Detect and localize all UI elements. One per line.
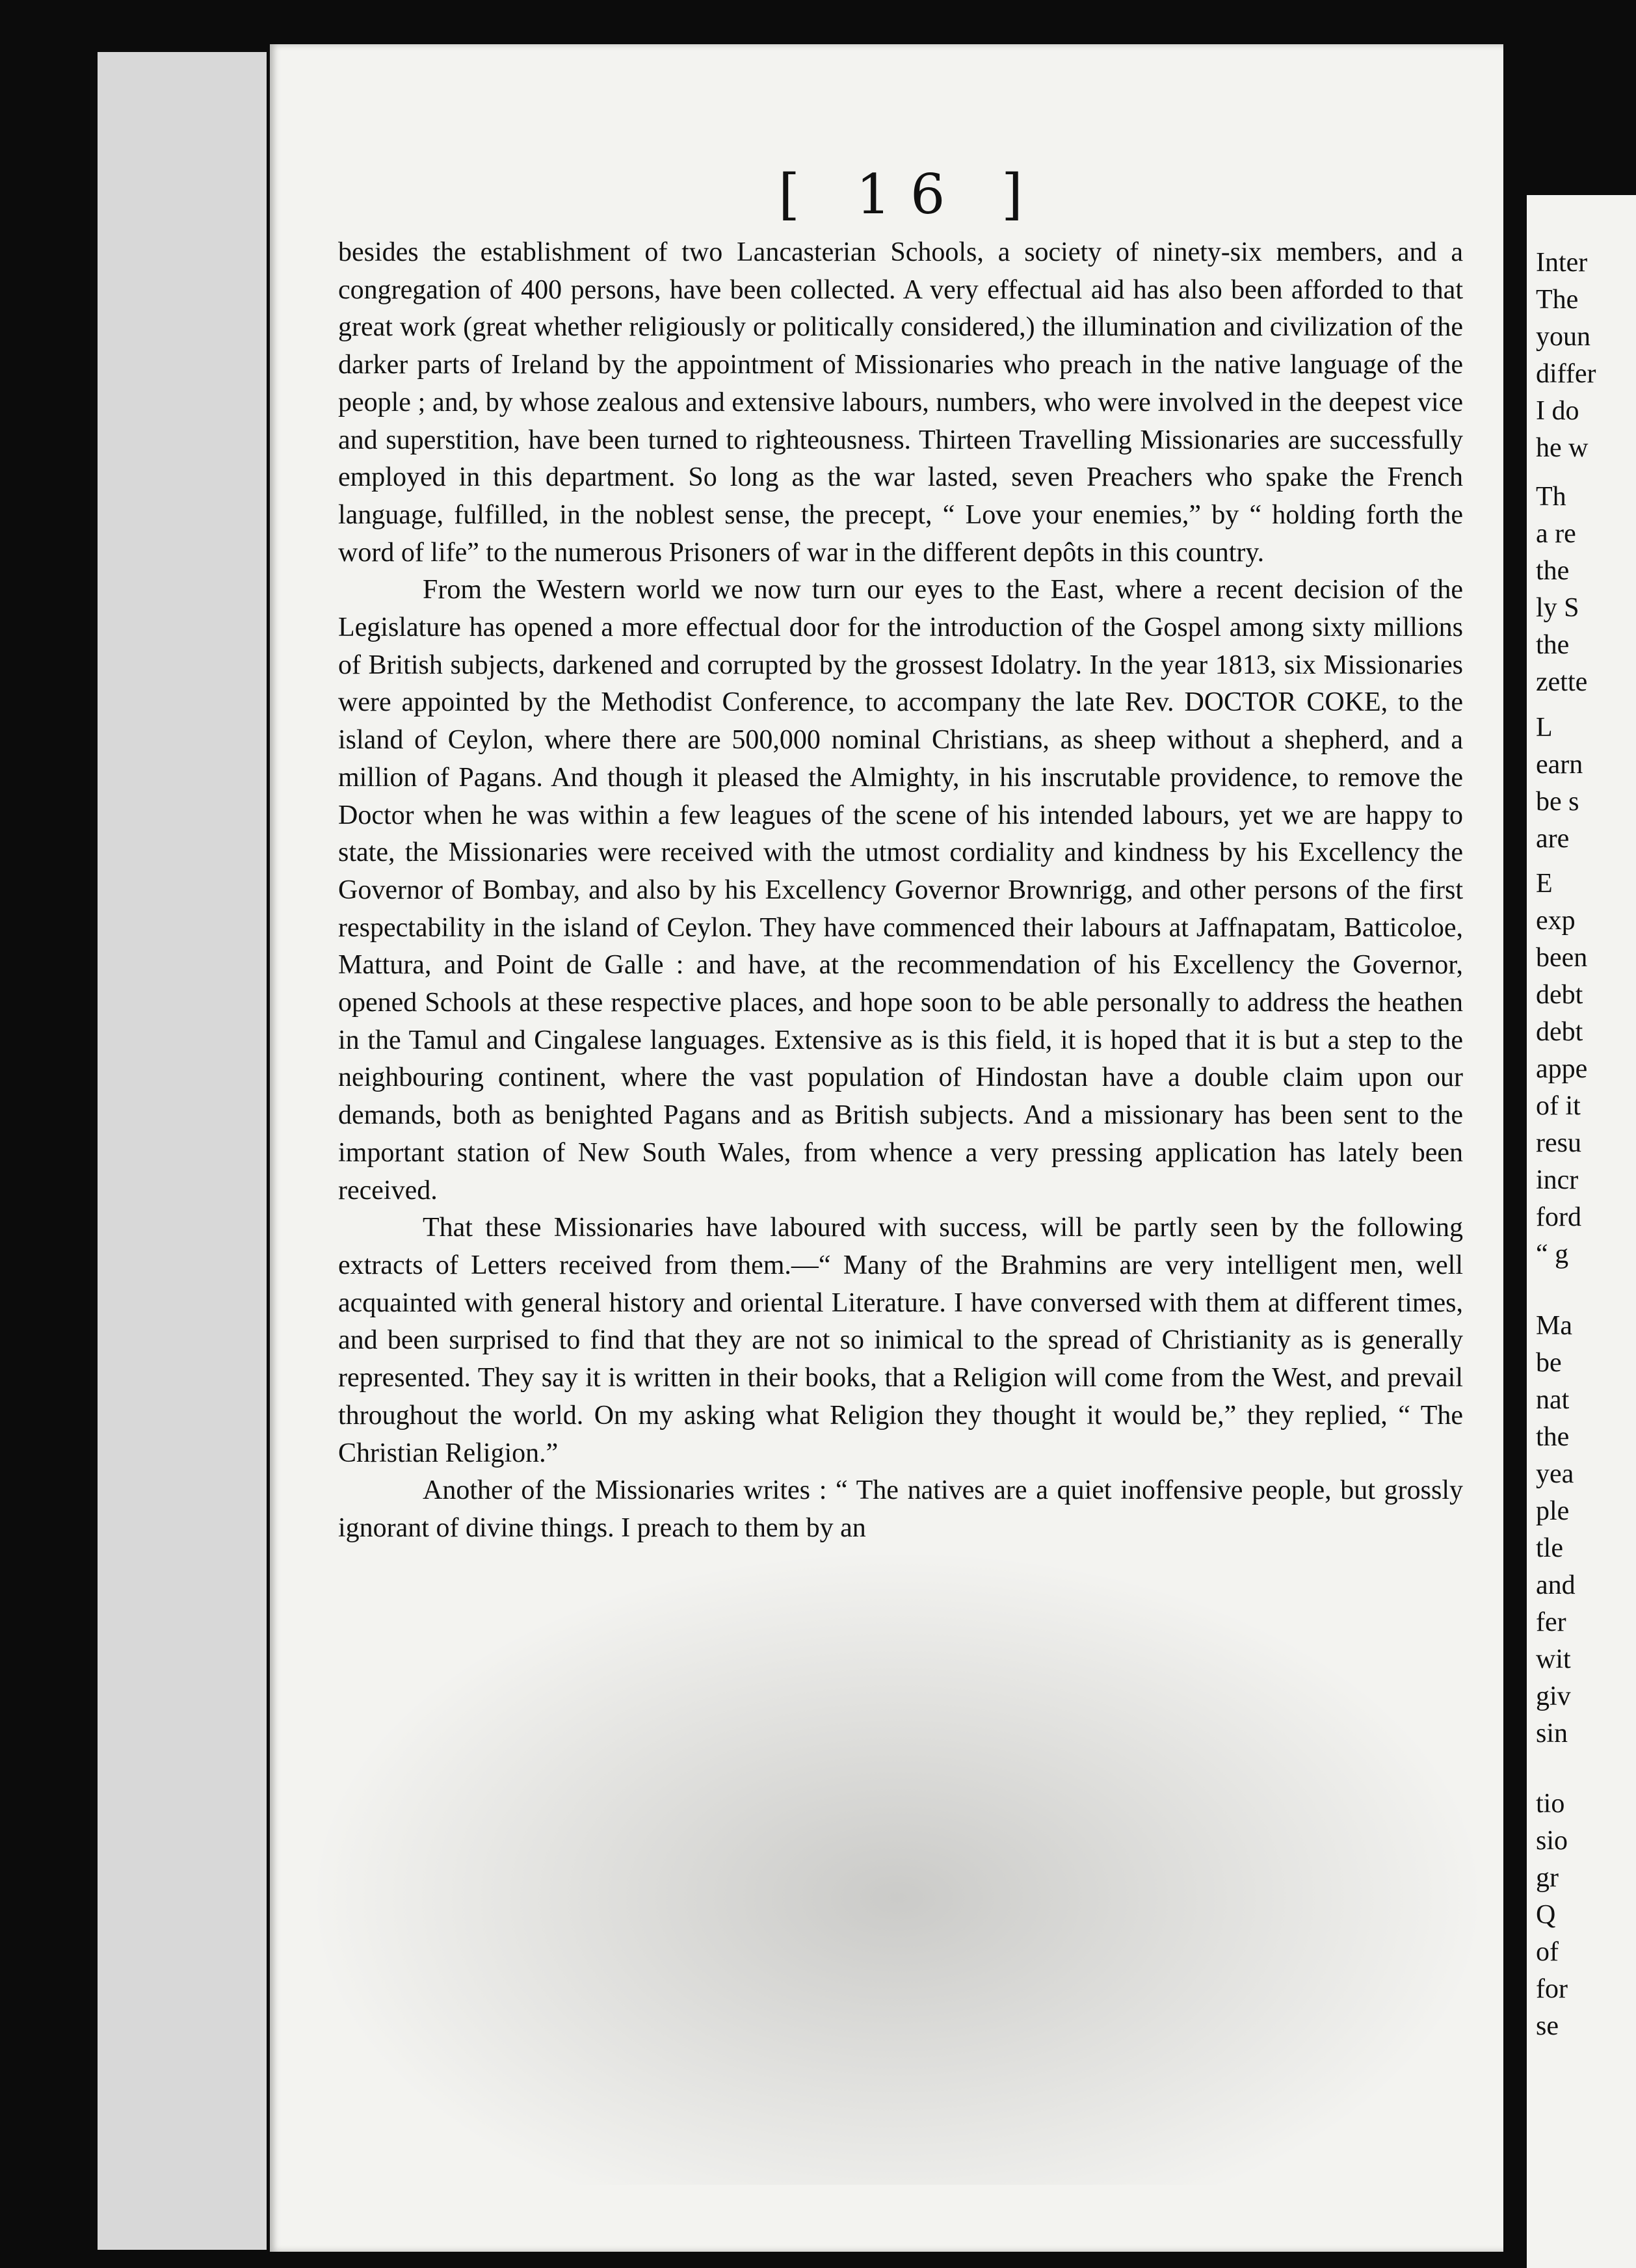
facing-page-line: zette — [1536, 667, 1588, 697]
page-body-text — [338, 234, 1463, 1548]
facing-page-line: nat — [1536, 1385, 1570, 1415]
facing-page-line: be — [1536, 1348, 1562, 1378]
facing-page-line: Th — [1536, 482, 1566, 512]
facing-page-line: L — [1536, 713, 1553, 743]
facing-page-line: incr — [1536, 1165, 1579, 1195]
facing-page-line: wit — [1536, 1644, 1571, 1674]
facing-page-line: earn — [1536, 750, 1583, 780]
paragraph-4: Another of the Missionaries writes : “ The natives are a quiet inoffensive people, but grossly ignorant of divine things. I preach to them by an — [338, 1475, 1463, 1543]
facing-page-line: yea — [1536, 1459, 1574, 1489]
facing-page-line: exp — [1536, 906, 1576, 936]
facing-page-line: fer — [1536, 1607, 1566, 1637]
facing-page-line: ly S — [1536, 593, 1579, 623]
page-number: [ 16 ] — [778, 163, 1042, 226]
facing-page-line: differ — [1536, 359, 1596, 389]
facing-page-line: “ g — [1536, 1239, 1569, 1269]
scan-dark-edge — [0, 0, 98, 2268]
facing-page-line: of it — [1536, 1091, 1581, 1121]
facing-page-line: Ma — [1536, 1311, 1572, 1341]
facing-page-line: a re — [1536, 519, 1576, 549]
facing-page-line: the — [1536, 1422, 1570, 1452]
facing-page-line: giv — [1536, 1681, 1571, 1711]
facing-page-line: youn — [1536, 322, 1590, 352]
facing-page-line: of — [1536, 1937, 1559, 1967]
paragraph-3: That these Missionaries have laboured with success, will be partly seen by the following extracts of Letters received from them.—“ Many of the Brahmins are very intelligent men, well acquainted with general history and oriental Literature. I have conversed with them at different times, and been surprised to find that they are not so inimical to the spread of Christianity as is generally represented. They say it is written in their books, that a Religion will come from the West, and prevail throughout the world. On my asking what Religion they thought it would be,” they replied, “ The Christian Religion.” — [338, 1213, 1463, 1468]
facing-page-line: been — [1536, 943, 1588, 973]
facing-page-line: sin — [1536, 1719, 1568, 1748]
underlying-page-edge — [98, 52, 267, 2250]
facing-page-line: ford — [1536, 1202, 1581, 1232]
facing-page-line: he w — [1536, 433, 1589, 463]
facing-page-line: se — [1536, 2011, 1559, 2041]
paragraph-2: From the Western world we now turn our eyes to the East, where a recent decision of the Legislature has opened a more effectual door for the introduction of the Gospel among sixty millions of British subjects, darkened and corrupted by the grossest Idolatry. In the year 1813, six Missionaries were appointed by the Methodist Conference, to accompany the late Rev. DOCTOR COKE, to the island of Ceylon, where there are 500,000 nominal Christians, as sheep without a shepherd, and a million of Pagans. And though it pleased the Almighty, in his inscrutable providence, to remove the Doctor when he was within a few leagues of the scene of his intended labours, yet we are happy to state, the Missionaries were received with the utmost cordiality and kindness by his Excellency the Governor of Bombay, and also by his Excellency Governor Brownrigg, and other persons of the first respectability in the island of Ceylon. They have commenced their labours at Jaffnapatam, Batticoloe, Mattura, and Point de Galle : and have, at the recommendation of his Excellency the Governor, opened Schools at these respective places, and hope soon to be able personally to address the heathen in the Tamul and Cingalese languages. Extensive as is this field, it is hoped that it is but a step to the neighbouring continent, where the vast population of Hindostan have a double claim upon our demands, both as benighted Pagans and as British subjects. And a missionary has been sent to the important station of New South Wales, from whence a very pressing application has lately been received. — [338, 575, 1463, 1206]
facing-page-line: for — [1536, 1974, 1568, 2004]
facing-page-line: be s — [1536, 787, 1579, 817]
book-gutter — [1503, 0, 1527, 2268]
facing-page-line: the — [1536, 630, 1570, 660]
facing-page-line: appe — [1536, 1054, 1588, 1084]
facing-page-line: are — [1536, 824, 1570, 854]
facing-page-line: The — [1536, 285, 1579, 315]
facing-page-line: Inter — [1536, 248, 1588, 278]
facing-page-line: tle — [1536, 1533, 1563, 1563]
facing-page-line: sio — [1536, 1826, 1568, 1856]
facing-page-line: debt — [1536, 980, 1583, 1010]
facing-page-line: debt — [1536, 1017, 1583, 1047]
paragraph-1: besides the establishment of two Lancasterian Schools, a society of ninety-six members, and a congregation of 400 persons, have been collected. A very effectual aid has also been afforded to that great work (great whether religiously or politically considered,) the illumination and civilization of the darker parts of Ireland by the appointment of Missionaries who preach in the native language of the people ; and, by whose zealous and extensive labours, numbers, who were involved in the deepest vice and superstition, have been turned to righteousness. Thirteen Travelling Missionaries are successfully employed in this department. So long as the war lasted, seven Preachers who spake the French language, fulfilled, in the noblest sense, the precept, “ Love your enemies,” by “ holding forth the word of life” to the numerous Prisoners of war in the different depôts in this country. — [338, 237, 1463, 568]
facing-page-line: E — [1536, 869, 1553, 899]
facing-page-line: resu — [1536, 1128, 1581, 1158]
facing-page-line: gr — [1536, 1863, 1559, 1893]
facing-page — [1527, 195, 1636, 2268]
facing-page-line: and — [1536, 1570, 1576, 1600]
facing-page-line: tio — [1536, 1789, 1565, 1819]
facing-page-line: I do — [1536, 396, 1579, 426]
facing-page-line: Q — [1536, 1900, 1556, 1930]
facing-page-line: the — [1536, 556, 1570, 586]
facing-page-line: ple — [1536, 1496, 1570, 1526]
